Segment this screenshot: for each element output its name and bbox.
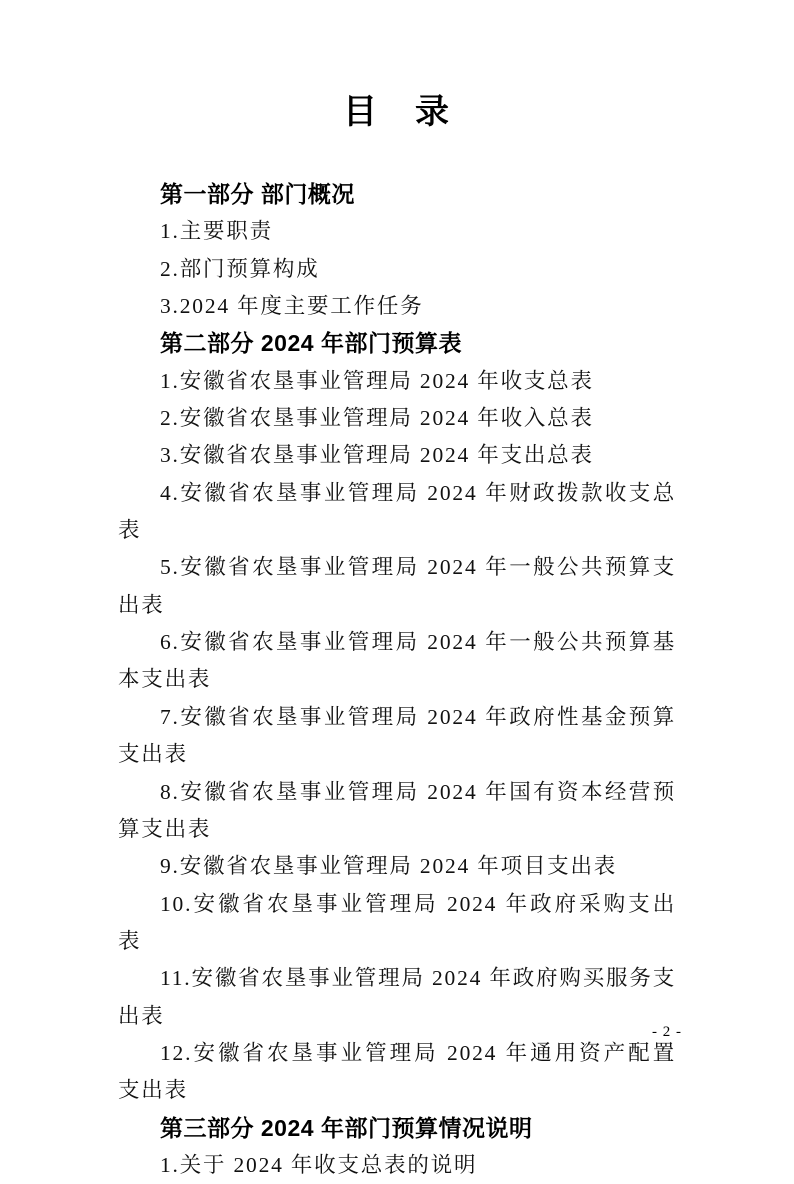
toc-item-part1-2: 2.部门预算构成 <box>160 256 320 281</box>
page-title: 目 录 <box>343 93 451 131</box>
toc-item-part2-11: 11.安徽省农垦事业管理局 2024 年政府购买服务支出表 <box>118 966 676 1028</box>
toc-item-part2-1: 1.安徽省农垦事业管理局 2024 年收支总表 <box>160 368 594 393</box>
toc-item-part2-8: 8.安徽省农垦事业管理局 2024 年国有资本经营预算支出表 <box>118 779 676 841</box>
toc-item-part2-12: 12.安徽省农垦事业管理局 2024 年通用资产配置支出表 <box>118 1040 676 1103</box>
toc-item-part2-4: 4.安徽省农垦事业管理局 2024 年财政拨款收支总表 <box>118 480 676 543</box>
toc-item-part2-3: 3.安徽省农垦事业管理局 2024 年支出总表 <box>160 443 594 468</box>
toc-item-part2-2: 2.安徽省农垦事业管理局 2024 年收入总表 <box>160 406 594 431</box>
toc-heading-part3: 第三部分 2024 年部门预算情况说明 <box>160 1114 533 1141</box>
toc-item-part2-5: 5.安徽省农垦事业管理局 2024 年一般公共预算支出表 <box>118 555 676 617</box>
toc-item-part2-10: 10.安徽省农垦事业管理局 2024 年政府采购支出表 <box>118 891 676 953</box>
toc-heading-part1: 第一部分 部门概况 <box>160 181 355 207</box>
toc-heading-part2: 第二部分 2024 年部门预算表 <box>160 330 462 357</box>
page-number: - 2 - <box>652 1024 682 1040</box>
toc-item-part2-9: 9.安徽省农垦事业管理局 2024 年项目支出表 <box>160 854 618 879</box>
toc-item-part2-6: 6.安徽省农垦事业管理局 2024 年一般公共预算基本支出表 <box>118 630 676 692</box>
toc-item-part1-1: 1.主要职责 <box>160 219 273 244</box>
toc-item-part1-3: 3.2024 年度主要工作任务 <box>160 294 424 319</box>
toc-item-part3-1: 1.关于 2024 年收支总表的说明 <box>160 1152 478 1177</box>
toc-item-part2-7: 7.安徽省农垦事业管理局 2024 年政府性基金预算支出表 <box>118 704 676 767</box>
